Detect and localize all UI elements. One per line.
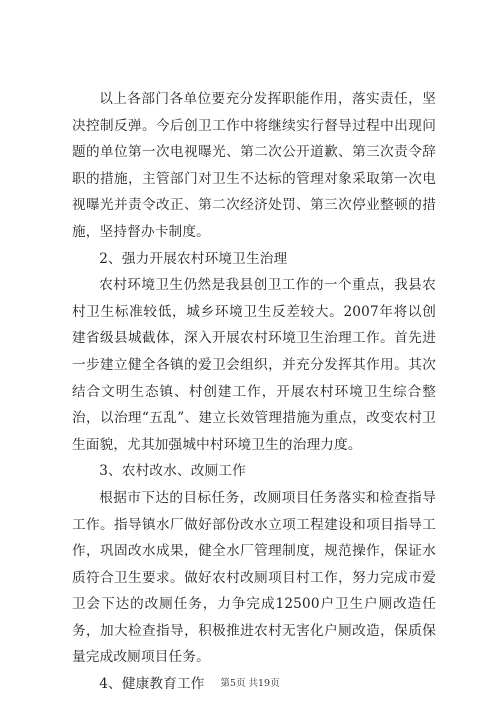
- paragraph-control-rebound: 以上各部门各单位要充分发挥职能作用，落实责任，坚决控制反弹。今后创卫工作中将继续实行督导过程中出现问题的单位第一次电视曝光、第二次公开道歉、第三次责令辞职的措施，主管部门对卫生不达标的管理对象采取第一次电视曝光并责令改正、第二次经济处罚、第三次停业整顿的措施，坚持督办卡制度。: [72, 91, 436, 240]
- page-number-footer: 第5页 共19页: [220, 678, 280, 689]
- paragraph-water-toilet: 根据市下达的目标任务，改厕项目任务落实和检查指导工作。指导镇水厂做好部份改水立项工程建设和项目指导工作，巩固改水成果，健全水厂管理制度，规范操作，保证水质符合卫生要求。做好农村改厕项目村工作，努力完成市爱卫会下达的改厕任务，力争完成12500户卫生户厕改造任务，加大检查指导，积极推进农村无害化户厕改造，保质保量完成改厕项目任务。: [72, 489, 436, 666]
- paragraph-rural-sanitation: 农村环境卫生仍然是我县创卫工作的一个重点，我县农村卫生标准较低，城乡环境卫生反差较大。2007年将以创建省级县城截体，深入开展农村环境卫生治理工作。首先进一步建立健全各镇的爱卫会组织，并充分发挥其作用。其次结合文明生态镇、村创建工作，开展农村环境卫生综合整治，以治理“五乱”、建立长效管理措施为重点，改变农村卫生面貌，尤其加强城中村环境卫生的治理力度。: [72, 277, 436, 453]
- section-heading-water-toilet: 3、农村改水、改厕工作: [99, 463, 246, 480]
- section-heading-rural-sanitation: 2、强力开展农村环境卫生治理: [99, 250, 288, 267]
- section-heading-health-education: 4、健康教育工作: [99, 676, 205, 693]
- document-body: [72, 86, 436, 698]
